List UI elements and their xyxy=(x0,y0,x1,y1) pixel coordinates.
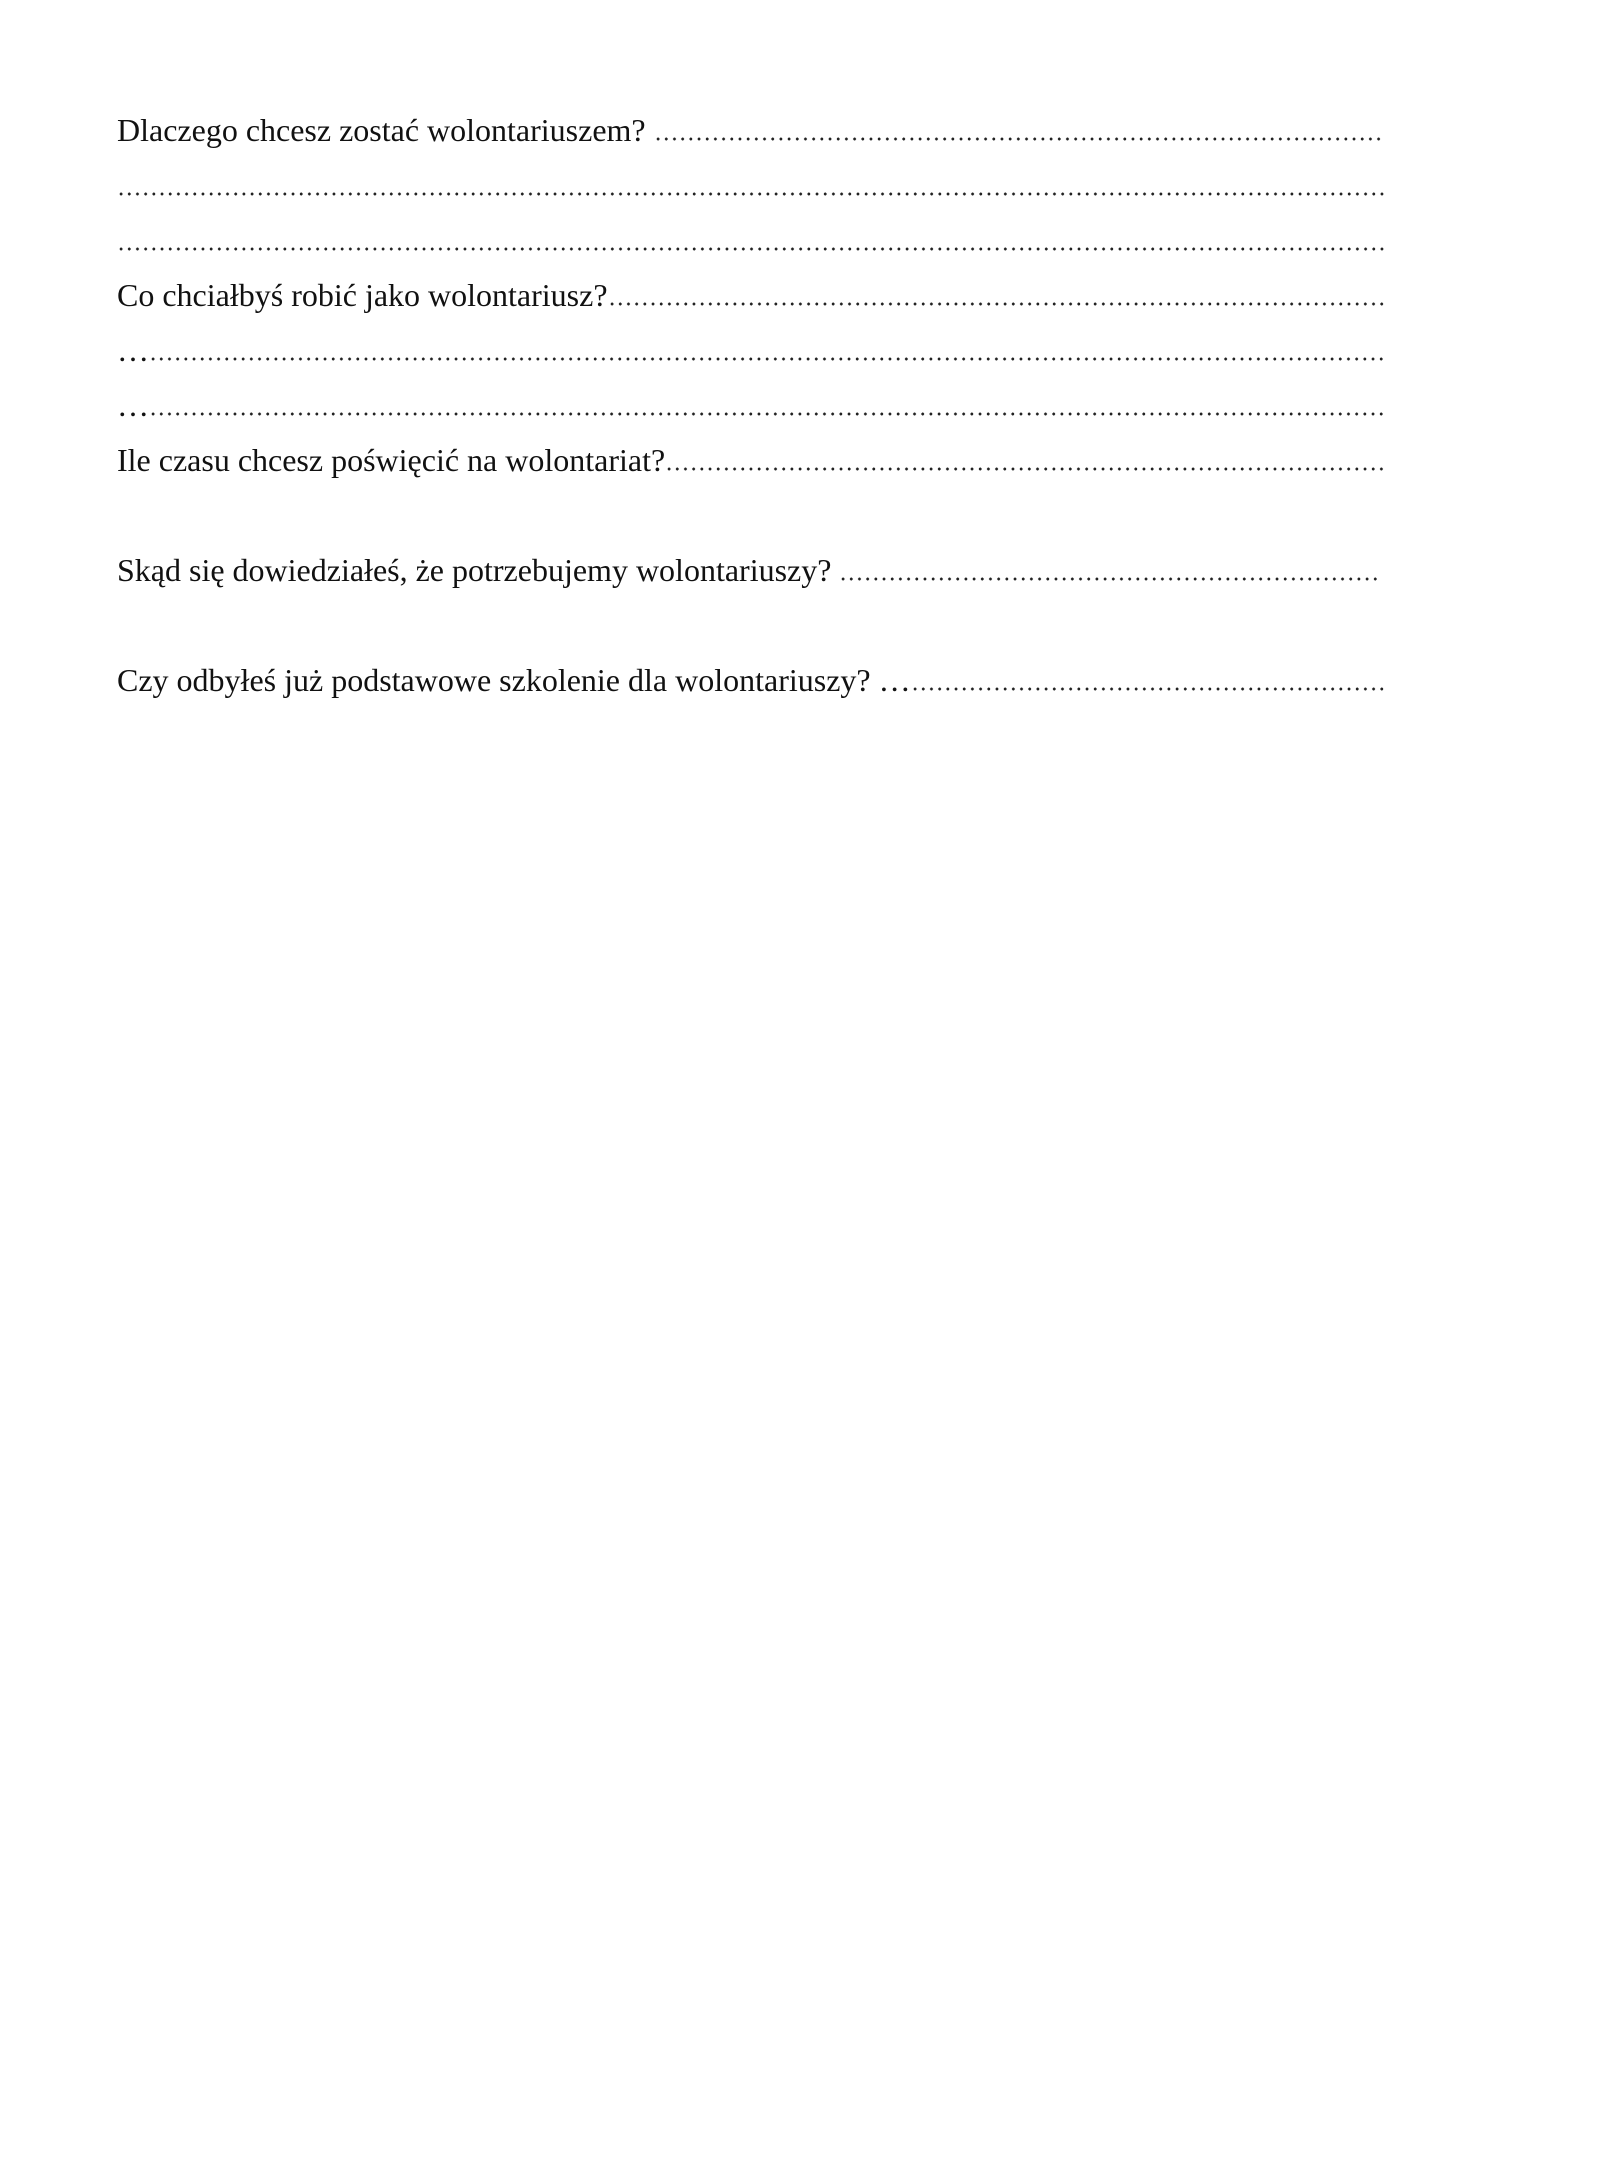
answer-line-motivation-3 xyxy=(117,220,1385,260)
question-source-label: Skąd się dowiedziałeś, że potrzebujemy wolontariuszy? xyxy=(117,552,832,588)
answer-line-motivation-2 xyxy=(117,165,1385,205)
dotted-answer-line[interactable] xyxy=(149,412,1385,416)
ellipsis-prefix: … xyxy=(117,387,149,423)
question-time-label: Ile czasu chcesz poświęcić na wolontariat? xyxy=(117,442,666,478)
dotted-answer-line[interactable] xyxy=(149,357,1385,361)
answer-line-training[interactable] xyxy=(911,687,1385,691)
question-motivation xyxy=(117,110,1385,150)
question-time xyxy=(117,440,1385,480)
ellipsis-prefix: … xyxy=(117,332,149,368)
question-training xyxy=(117,660,1385,700)
answer-line-activities-2 xyxy=(117,330,1385,370)
ellipsis-prefix: … xyxy=(878,662,911,698)
dotted-answer-line[interactable] xyxy=(117,192,1385,196)
answer-line-time[interactable] xyxy=(665,467,1385,471)
question-activities xyxy=(117,275,1385,315)
question-source xyxy=(117,550,1377,590)
answer-line-motivation[interactable] xyxy=(654,137,1385,141)
answer-line-source[interactable] xyxy=(839,577,1377,581)
answer-line-activities-3 xyxy=(117,385,1385,425)
question-motivation-label: Dlaczego chcesz zostać wolontariuszem? xyxy=(117,112,646,148)
answer-line-activities[interactable] xyxy=(608,302,1385,306)
question-activities-label: Co chciałbyś robić jako wolontariusz? xyxy=(117,277,608,313)
dotted-answer-line[interactable] xyxy=(117,247,1385,251)
question-training-label: Czy odbyłeś już podstawowe szkolenie dla wolontariuszy? xyxy=(117,662,871,698)
